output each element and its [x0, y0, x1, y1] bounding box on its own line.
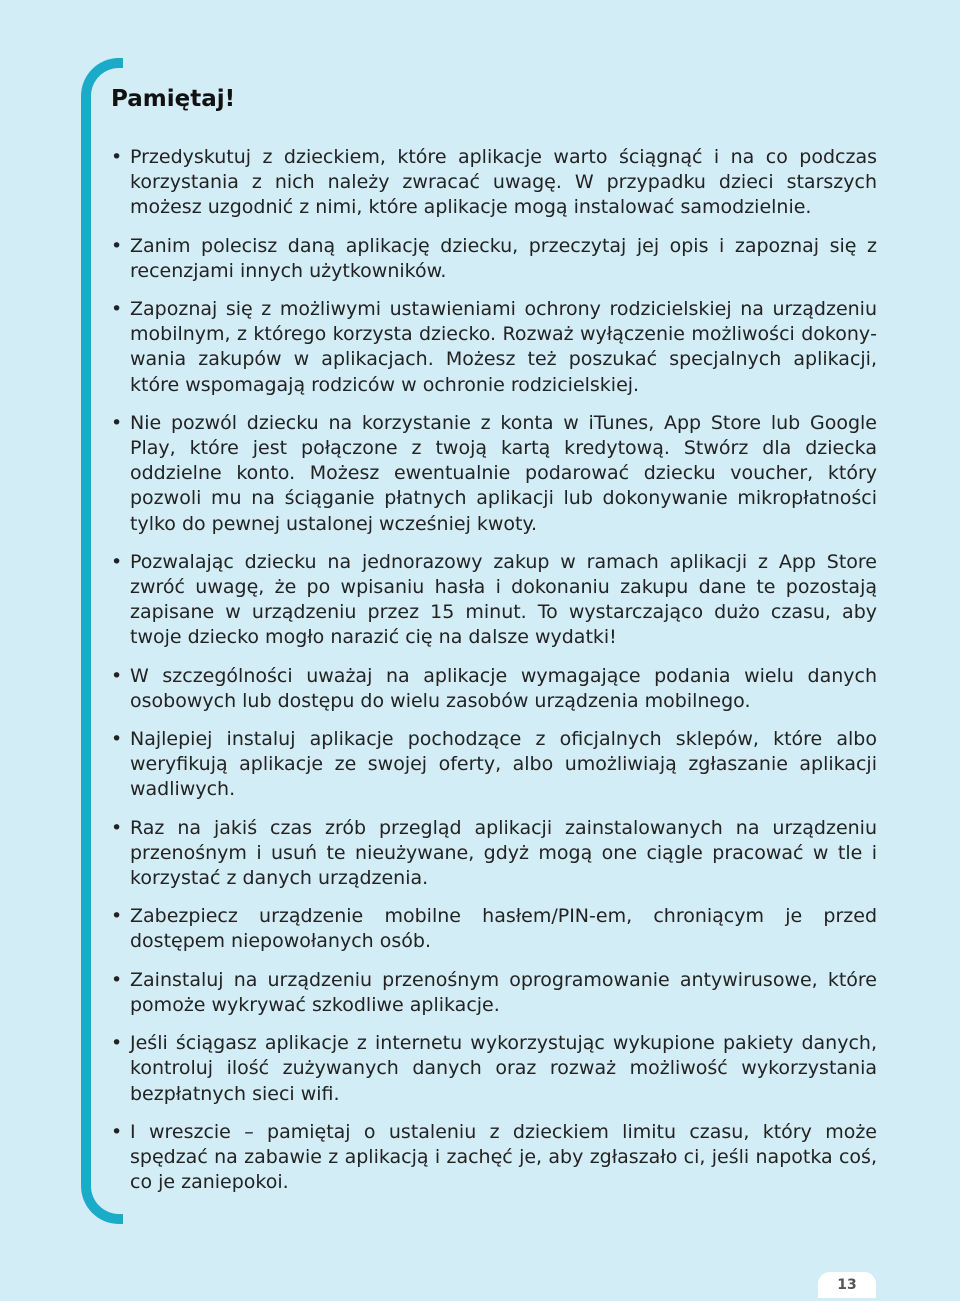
- page-number: 13: [818, 1272, 876, 1298]
- list-item: [111, 1120, 877, 1196]
- list-item-text: Raz na jakiś czas zrób przegląd aplikacji zainstalowanych na urządzeniu przenośnym i usuń te nieużywane, gdyż mogą one ciągle pracować w tle i korzystać z danych urządzenia.: [130, 816, 877, 890]
- bullet-icon: •: [111, 905, 123, 928]
- bullet-icon: •: [111, 234, 123, 257]
- bullet-icon: •: [111, 728, 123, 751]
- list-item-text: I wreszcie – pamiętaj o ustaleniu z dzieckiem limitu czasu, który może spędzać na zabawie z aplikacją i zachęć je, aby zgłaszało ci, jeśli napotka coś, co je zaniepokoi.: [130, 1120, 877, 1194]
- list-item-text: Przedyskutuj z dzieckiem, które aplikacje warto ściągnąć i na co podczas korzystania z nich należy zwracać uwagę. W przypadku dzieci starszych możesz uzgodnić z nimi, które aplikacje mogą instalować samodzielnie.: [130, 146, 877, 219]
- bullet-icon: •: [111, 968, 123, 991]
- page-title: Pamiętaj!: [111, 86, 236, 112]
- bullet-icon: •: [111, 146, 123, 168]
- tips-list: [111, 145, 877, 1208]
- list-item-text: W szczególności uważaj na aplikacje wymagające podania wielu danych osobowych lub dostępu do wielu zasobów urządzenia mobilnego.: [130, 664, 877, 712]
- list-item-text: Nie pozwól dziecku na korzystanie z konta w iTunes, App Store lub Google Play, które jest połączone z twoją kartą kredytową. Stwórz dla dziecka oddzielne konto. Możesz ewentualnie podarować dziecku voucher, który pozwoli mu na ściąganie płatnych aplikacji lub dokonywanie mikropłatności tylko do pewnej ustalonej wcześniej kwoty.: [130, 411, 877, 535]
- list-item-text: Zapoznaj się z możliwymi ustawieniami ochrony rodzicielskiej na urządzeniu mobilnym, z którego korzysta dziecko. Rozważ wyłączenie możliwości dokonywania zakupów w aplikacjach. Możesz też poszukać specjalnych aplikacji, które wspomagają rodziców w ochronie rodzicielskiej.: [130, 298, 877, 396]
- list-item: [111, 411, 877, 537]
- list-item: [111, 664, 877, 714]
- list-item: [111, 968, 877, 1018]
- bullet-icon: •: [111, 298, 123, 321]
- list-item: [111, 550, 877, 651]
- list-item: [111, 904, 877, 954]
- list-item-text: Jeśli ściągasz aplikacje z internetu wykorzystując wykupione pakiety danych, kontroluj ilość zużywanych danych oraz rozważ możliwość wykorzystania bezpłatnych sieci wifi.: [130, 1032, 877, 1105]
- list-item-text: Najlepiej instaluj aplikacje pochodzące z oficjalnych sklepów, które albo weryfikują aplikacje ze swojej oferty, albo umożliwiają zgłaszanie aplikacji wadliwych.: [130, 728, 877, 801]
- list-item: [111, 297, 877, 398]
- list-item: [111, 145, 877, 221]
- bullet-icon: •: [111, 1120, 123, 1143]
- list-item: [111, 727, 877, 803]
- list-item: [111, 816, 877, 892]
- list-item-text: Pozwalając dziecku na jednorazowy zakup w ramach aplikacji z App Store zwróć uwagę, że po wpisaniu hasła i dokonaniu zakupu dane te pozostają zapisane w urządzeniu przez 15 minut. To wystarczająco dużo czasu, aby twoje dziecko mogło narazić cię na dalsze wydatki!: [130, 550, 877, 649]
- list-item-text: Zabezpiecz urządzenie mobilne hasłem/PIN-em, chroniącym je przed dostępem niepowołanych osób.: [130, 905, 877, 953]
- list-item-text: Zainstaluj na urządzeniu przenośnym oprogramowanie antywirusowe, które pomoże wykrywać szkodliwe aplikacje.: [130, 968, 877, 1016]
- bullet-icon: •: [111, 550, 123, 573]
- list-item-text: Zanim polecisz daną aplikację dziecku, przeczytaj jej opis i zapoznaj się z recenzjami innych użytkowników.: [130, 234, 877, 282]
- list-item: [111, 1031, 877, 1107]
- bullet-icon: •: [111, 1032, 123, 1055]
- list-item: [111, 234, 877, 284]
- bullet-icon: •: [111, 816, 123, 839]
- bullet-icon: •: [111, 411, 123, 434]
- bullet-icon: •: [111, 664, 123, 687]
